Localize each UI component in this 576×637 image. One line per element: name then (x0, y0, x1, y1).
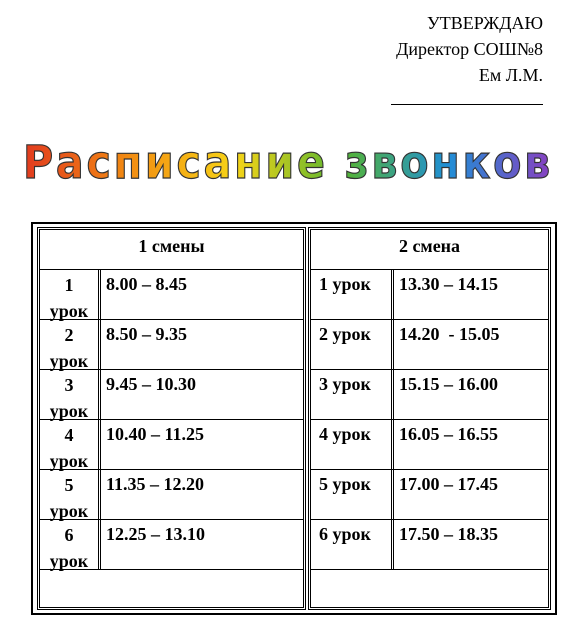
approval-block (391, 10, 543, 105)
approval-title: УТВЕРЖДАЮ (426, 13, 543, 33)
lesson-number: 1 (64, 275, 74, 295)
lesson-label (40, 520, 101, 569)
lesson-number: 3 (64, 375, 74, 395)
lesson-time: 16.05 – 16.55 (399, 424, 498, 444)
shift-1-header: 1 смены (40, 230, 303, 270)
lesson-word: урок (49, 551, 89, 571)
lesson-time: 15.15 – 16.00 (399, 374, 498, 394)
lesson-time: 9.45 – 10.30 (106, 374, 196, 394)
lesson-number: 4 (64, 425, 74, 445)
lesson-time: 10.40 – 11.25 (106, 424, 205, 444)
lesson-time: 17.50 – 18.35 (399, 524, 498, 544)
lesson-time: 12.25 – 13.10 (106, 524, 205, 544)
lesson-time: 13.30 – 14.15 (399, 274, 498, 294)
lesson-label: 1 урок (311, 270, 394, 319)
table-row (311, 270, 548, 320)
lesson-label (40, 470, 101, 519)
lesson-label: 5 урок (311, 470, 394, 519)
lesson-number: 5 (64, 475, 74, 495)
table-row (311, 320, 548, 370)
lesson-time: 17.00 – 17.45 (399, 474, 498, 494)
lesson-label (40, 420, 101, 469)
lesson-number: 6 (64, 525, 74, 545)
table-row (40, 370, 303, 420)
shift-2-header: 2 смена (311, 230, 548, 270)
signature-line (391, 104, 543, 105)
approval-name: Ем Л.М. (478, 65, 543, 85)
lesson-time: 11.35 – 12.20 (106, 474, 205, 494)
table-row (40, 470, 303, 520)
lesson-word: урок (49, 401, 89, 421)
table-row (311, 420, 548, 470)
lesson-word: урок (49, 501, 89, 521)
shift-2-panel (308, 227, 551, 610)
lesson-label: 4 урок (311, 420, 394, 469)
lesson-label: 3 урок (311, 370, 394, 419)
lesson-word: урок (49, 351, 89, 371)
bell-schedule-table (31, 222, 557, 615)
lesson-label (40, 370, 101, 419)
lesson-time: 8.00 – 8.45 (106, 274, 187, 294)
page-title (0, 131, 576, 191)
table-row (40, 520, 303, 570)
lesson-time: 14.20 - 15.05 (399, 324, 500, 344)
table-row (40, 320, 303, 370)
lesson-word: урок (49, 301, 89, 321)
lesson-number: 2 (64, 325, 74, 345)
lesson-time: 8.50 – 9.35 (106, 324, 187, 344)
lesson-label: 6 урок (311, 520, 394, 569)
shift-1-panel (37, 227, 306, 610)
lesson-label (40, 270, 101, 319)
table-row (311, 520, 548, 570)
approval-position: Директор СОШ№8 (396, 39, 543, 59)
table-row (311, 470, 548, 520)
page-title-text: Расписание звонков (23, 136, 553, 189)
table-row (40, 270, 303, 320)
table-row (311, 370, 548, 420)
lesson-label (40, 320, 101, 369)
table-row (40, 420, 303, 470)
lesson-word: урок (49, 451, 89, 471)
lesson-label: 2 урок (311, 320, 394, 369)
